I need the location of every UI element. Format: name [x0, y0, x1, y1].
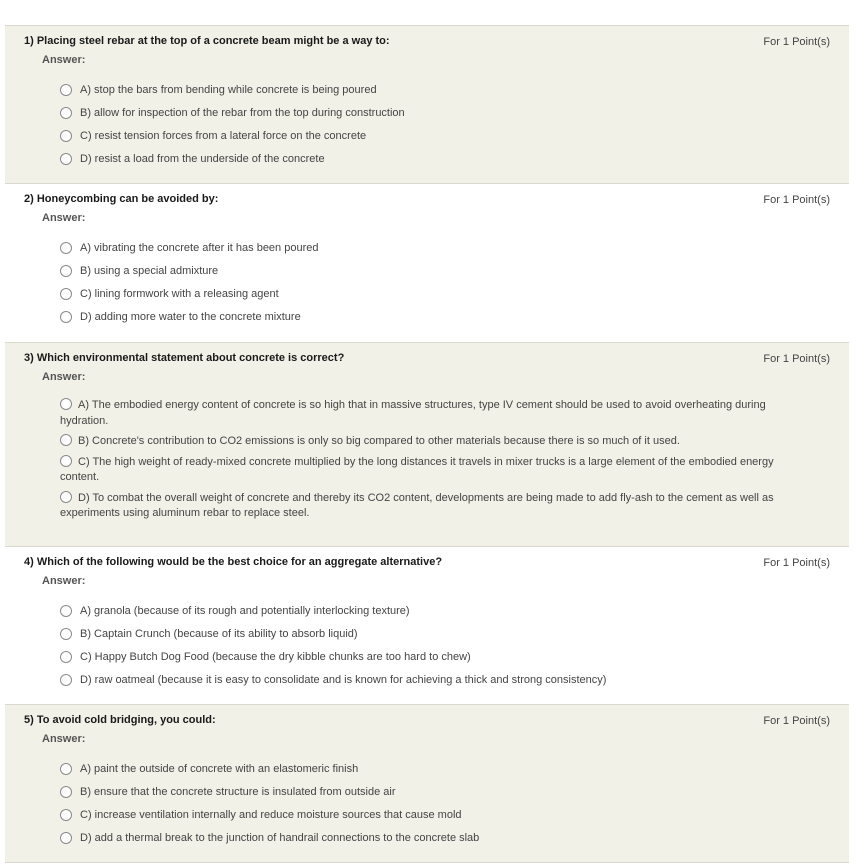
option-label: B) Captain Crunch (because of its ability to absorb liquid) [80, 627, 358, 640]
answer-option-b[interactable] [60, 264, 831, 280]
radio-button[interactable] [60, 107, 72, 119]
answer-option-a[interactable] [60, 398, 831, 429]
answer-option-b[interactable] [60, 785, 831, 801]
answer-options [60, 762, 831, 846]
option-label: D) adding more water to the concrete mixture [80, 310, 301, 323]
option-label: D) add a thermal break to the junction of handrail connections to the concrete slab [80, 831, 480, 844]
option-label: A) stop the bars from bending while concrete is being poured [80, 84, 377, 96]
answer-label: Answer: [42, 575, 86, 587]
answer-label: Answer: [42, 371, 86, 383]
option-label: C) increase ventilation internally and reduce moisture sources that cause mold [80, 808, 462, 821]
option-label: D) resist a load from the underside of the concrete [80, 152, 325, 165]
answer-option-d[interactable] [60, 491, 831, 522]
radio-button[interactable] [60, 311, 72, 323]
answer-option-a[interactable] [60, 604, 831, 620]
option-label: A) paint the outside of concrete with an elastomeric finish [80, 763, 359, 775]
answer-option-c[interactable] [60, 287, 831, 303]
answer-option-a[interactable] [60, 241, 831, 257]
radio-button[interactable] [60, 651, 72, 663]
points-label: For 1 Point(s) [763, 36, 830, 48]
answer-option-b[interactable] [60, 434, 831, 450]
option-label: D) raw oatmeal (because it is easy to consolidate and is known for achieving a thick and strong consistency) [80, 673, 607, 686]
answer-label: Answer: [42, 733, 86, 745]
radio-button[interactable] [60, 605, 72, 617]
answer-option-d[interactable] [60, 310, 831, 326]
option-label: B) allow for inspection of the rebar from the top during construction [80, 106, 405, 119]
question-2 [5, 183, 849, 342]
radio-button[interactable] [60, 786, 72, 798]
answer-option-a[interactable] [60, 762, 831, 778]
question-1 [5, 25, 849, 183]
answer-option-c[interactable] [60, 455, 831, 486]
radio-button[interactable] [60, 491, 72, 503]
question-text: 3) Which environmental statement about concrete is correct? [24, 352, 345, 364]
points-label: For 1 Point(s) [763, 353, 830, 365]
answer-label: Answer: [42, 212, 86, 224]
option-label: C) Happy Butch Dog Food (because the dry kibble chunks are too hard to chew) [80, 650, 471, 663]
question-text: 4) Which of the following would be the best choice for an aggregate alternative? [24, 556, 443, 568]
answer-options [60, 398, 831, 522]
option-label: C) lining formwork with a releasing agent [80, 287, 279, 300]
answer-option-d[interactable] [60, 152, 831, 168]
answer-option-d[interactable] [60, 673, 831, 689]
option-label: D) To combat the overall weight of concrete and thereby its CO2 content, developments are being made to add fly-ash to the cement as well as experiments using aluminum rebar to replace steel. [60, 491, 774, 519]
answer-options [60, 241, 831, 325]
radio-button[interactable] [60, 674, 72, 686]
option-label: A) granola (because of its rough and potentially interlocking texture) [80, 605, 410, 617]
question-text: 2) Honeycombing can be avoided by: [24, 193, 219, 205]
answer-option-b[interactable] [60, 627, 831, 643]
question-text: 1) Placing steel rebar at the top of a concrete beam might be a way to: [24, 35, 390, 47]
radio-button[interactable] [60, 288, 72, 300]
radio-button[interactable] [60, 628, 72, 640]
question-5 [5, 704, 849, 863]
answer-options [60, 604, 831, 688]
answer-option-b[interactable] [60, 106, 831, 122]
answer-option-c[interactable] [60, 129, 831, 145]
answer-label: Answer: [42, 54, 86, 66]
option-label: B) using a special admixture [80, 264, 219, 277]
points-label: For 1 Point(s) [763, 194, 830, 206]
radio-button[interactable] [60, 398, 72, 410]
radio-button[interactable] [60, 153, 72, 165]
radio-button[interactable] [60, 832, 72, 844]
answer-option-c[interactable] [60, 650, 831, 666]
radio-button[interactable] [60, 455, 72, 467]
quiz-container [5, 25, 849, 863]
option-label: A) vibrating the concrete after it has been poured [80, 242, 319, 254]
question-text: 5) To avoid cold bridging, you could: [24, 714, 216, 726]
answer-option-a[interactable] [60, 83, 831, 99]
radio-button[interactable] [60, 84, 72, 96]
option-label: B) ensure that the concrete structure is insulated from outside air [80, 785, 396, 798]
radio-button[interactable] [60, 130, 72, 142]
radio-button[interactable] [60, 265, 72, 277]
answer-option-c[interactable] [60, 808, 831, 824]
points-label: For 1 Point(s) [763, 557, 830, 569]
radio-button[interactable] [60, 809, 72, 821]
answer-options [60, 83, 831, 167]
question-3 [5, 342, 849, 546]
option-label: C) resist tension forces from a lateral force on the concrete [80, 129, 367, 142]
option-label: C) The high weight of ready-mixed concrete multiplied by the long distances it travels in mixer trucks is a large element of the embodied energy content. [60, 455, 774, 483]
radio-button[interactable] [60, 242, 72, 254]
answer-option-d[interactable] [60, 831, 831, 847]
points-label: For 1 Point(s) [763, 715, 830, 727]
radio-button[interactable] [60, 434, 72, 446]
option-label: A) The embodied energy content of concrete is so high that in massive structures, type IV cement should be used to avoid overheating during hydration. [60, 399, 766, 427]
radio-button[interactable] [60, 763, 72, 775]
question-4 [5, 546, 849, 704]
option-label: B) Concrete's contribution to CO2 emissions is only so big compared to other materials because there is so much of it used. [78, 435, 680, 447]
